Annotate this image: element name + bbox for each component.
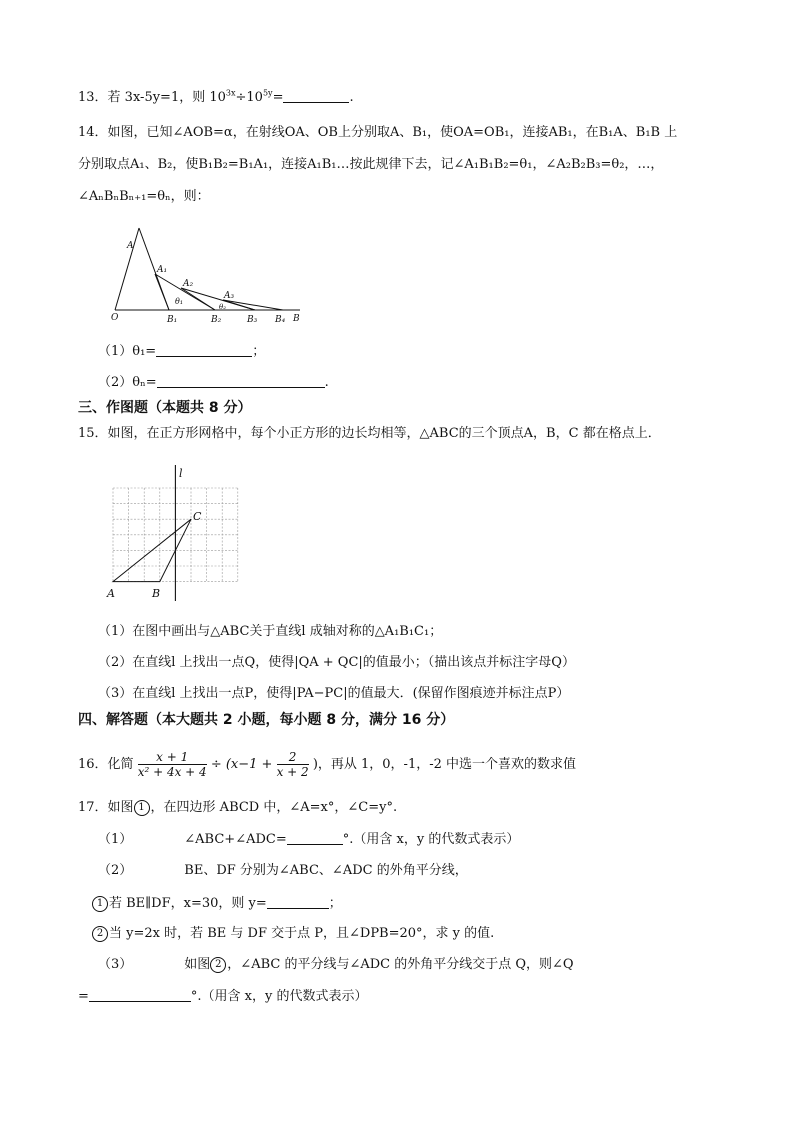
sub-2-marker: 2 [92, 926, 108, 942]
q17-part1-blank[interactable] [287, 830, 343, 845]
q17-part2b-text: 当 y=2x 时，若 BE 与 DF 交于点 P，且∠DPB=20°，求 y 的值. [109, 926, 495, 941]
q13-line [78, 88, 754, 107]
label-B4: B₄ [275, 315, 286, 325]
sub-1-marker: 1 [92, 896, 108, 912]
segment-A2B2 [181, 288, 215, 310]
q16-fraction-1-numerator: x + 1 [138, 750, 207, 765]
q17-part3-text: 如图 [184, 957, 211, 972]
q15-part1: （1）在图中画出与△ABC关于直线l 成轴对称的△A₁B₁C₁； [98, 624, 443, 639]
q17-part2-text: BE、DF 分别为∠ABC、∠ADC 的外角平分线， [184, 863, 468, 878]
q13-division: ÷10 [235, 90, 263, 105]
q17-part1-end: °.（用含 x，y 的代数式表示） [342, 832, 520, 847]
q14-part1-label: （1）θ₁= [98, 344, 157, 359]
q17-part1-text: ∠ABC+∠ADC= [184, 832, 287, 847]
q14-part1 [98, 342, 754, 361]
q17-part3 [98, 956, 754, 974]
q15-line-1: 15．如图，在正方形网格中，每个小正方形的边长均相等，△ABC的三个顶点A，B，C 都在格点上． [78, 426, 661, 441]
figure-1-marker: 1 [134, 800, 150, 816]
q14-line-1: 14．如图，已知∠AOB=α，在射线OA、OB上分别取A、B₁，使OA=OB₁，连接AB₁，在B₁A、B₁B 上 [78, 125, 678, 140]
label-A: A [107, 587, 115, 600]
q13-number: 13． [78, 90, 108, 105]
q14-part2-blank[interactable] [157, 373, 325, 388]
label-A: A [127, 241, 134, 251]
q14-part2-label: （2）θₙ= [98, 375, 157, 390]
label-theta2: θ₂ [219, 303, 227, 311]
q13-answer-blank[interactable] [283, 88, 349, 103]
label-B3: B₃ [247, 315, 258, 325]
q16-fraction-1-denominator: x² + 4x + 4 [137, 765, 207, 779]
q16-division: ÷ (x−1 + [210, 757, 273, 772]
label-A3: A₃ [224, 291, 235, 301]
q16-suffix: )，再从 1，0，-1，-2 中选一个喜欢的数求值 [312, 757, 577, 772]
segment-A1B1 [155, 274, 169, 310]
q16-fraction-2-denominator: x + 2 [276, 765, 309, 779]
q15-part2: （2）在直线l 上找出一点Q，使得|QA + QC|的值最小；（描出该点并标注字母Q） [98, 655, 575, 670]
q13-exponent-1: 3x [225, 88, 236, 98]
label-B2: B₂ [211, 315, 222, 325]
q17-part2a-blank[interactable] [267, 894, 329, 909]
figure-2-marker: 2 [210, 957, 226, 973]
q17-part3-label: （3） [98, 957, 133, 972]
q17-intro-rest: ，在四边形 ABCD 中，∠A=x°，∠C=y°. [150, 800, 398, 815]
label-A2: A₂ [183, 279, 194, 289]
q16-fraction-1 [138, 750, 207, 779]
section-3-title: 三、作图题（本题共 8 分） [78, 400, 252, 416]
q14-part2-end: . [324, 375, 329, 390]
label-B: B [293, 314, 300, 324]
segment-A3B4 [223, 300, 283, 310]
q15-part3: （3）在直线l 上找出一点P，使得|PA−PC|的值最大．(保留作图痕迹并标注点P） [98, 686, 570, 701]
label-A1: A₁ [157, 265, 168, 275]
q14-line-2: 分别取点A₁、B₂，使B₁B₂=B₁A₁，连接A₁B₁…按此规律下去，记∠A₁B₁B₂=θ₁，∠A₂B₂B₃=θ₂，…， [78, 157, 664, 172]
q13-end: . [349, 90, 354, 105]
q17-part2-label: （2） [98, 863, 133, 878]
q16-prefix: 16．化简 [78, 757, 134, 772]
q17-part3-blank[interactable] [89, 987, 191, 1002]
section-4-title: 四、解答题（本大题共 2 小题，每小题 8 分，满分 16 分） [78, 712, 455, 728]
label-C: C [193, 510, 202, 523]
q17-part3-line-2 [78, 987, 754, 1006]
q16-fraction-2-numerator: 2 [277, 750, 309, 765]
label-B: B [152, 587, 161, 600]
q17-part1 [98, 830, 754, 849]
q17-line-1 [78, 799, 754, 817]
q17-part2a-text: 若 BE∥DF，x=30，则 y= [109, 896, 267, 911]
q13-text: 若 3x-5y=1，则 10 [107, 90, 226, 105]
label-O: O [111, 313, 119, 323]
q17-part3-text-rest: ，∠ABC 的平分线与∠ADC 的外角平分线交于点 Q，则∠Q [227, 957, 574, 972]
q13-exponent-2: 5y [262, 88, 273, 98]
label-theta1: θ₁ [175, 297, 184, 306]
q17-part1-label: （1） [98, 832, 133, 847]
q13-equals: = [272, 90, 284, 105]
q17-part2a-end: ； [328, 896, 342, 911]
q17-intro: 17．如图 [78, 800, 134, 815]
q16-line [78, 750, 754, 779]
q15-grid-figure [104, 463, 244, 603]
label-B1: B₁ [167, 315, 178, 325]
q14-part1-blank[interactable] [156, 342, 252, 357]
q17-part2b [92, 925, 754, 943]
q14-line-3: ∠AₙBₙBₙ₊₁=θₙ，则： [78, 189, 210, 204]
q14-part2 [98, 373, 754, 392]
q17-part3-end: °.（用含 x，y 的代数式表示） [190, 989, 368, 1004]
label-l: l [179, 467, 183, 480]
q14-part1-end: ； [252, 344, 266, 359]
q17-part2 [98, 862, 754, 880]
q17-part3-equals: = [78, 989, 89, 1004]
q17-part2a [92, 894, 754, 913]
q16-fraction-2 [277, 750, 309, 779]
q14-figure [105, 222, 310, 327]
